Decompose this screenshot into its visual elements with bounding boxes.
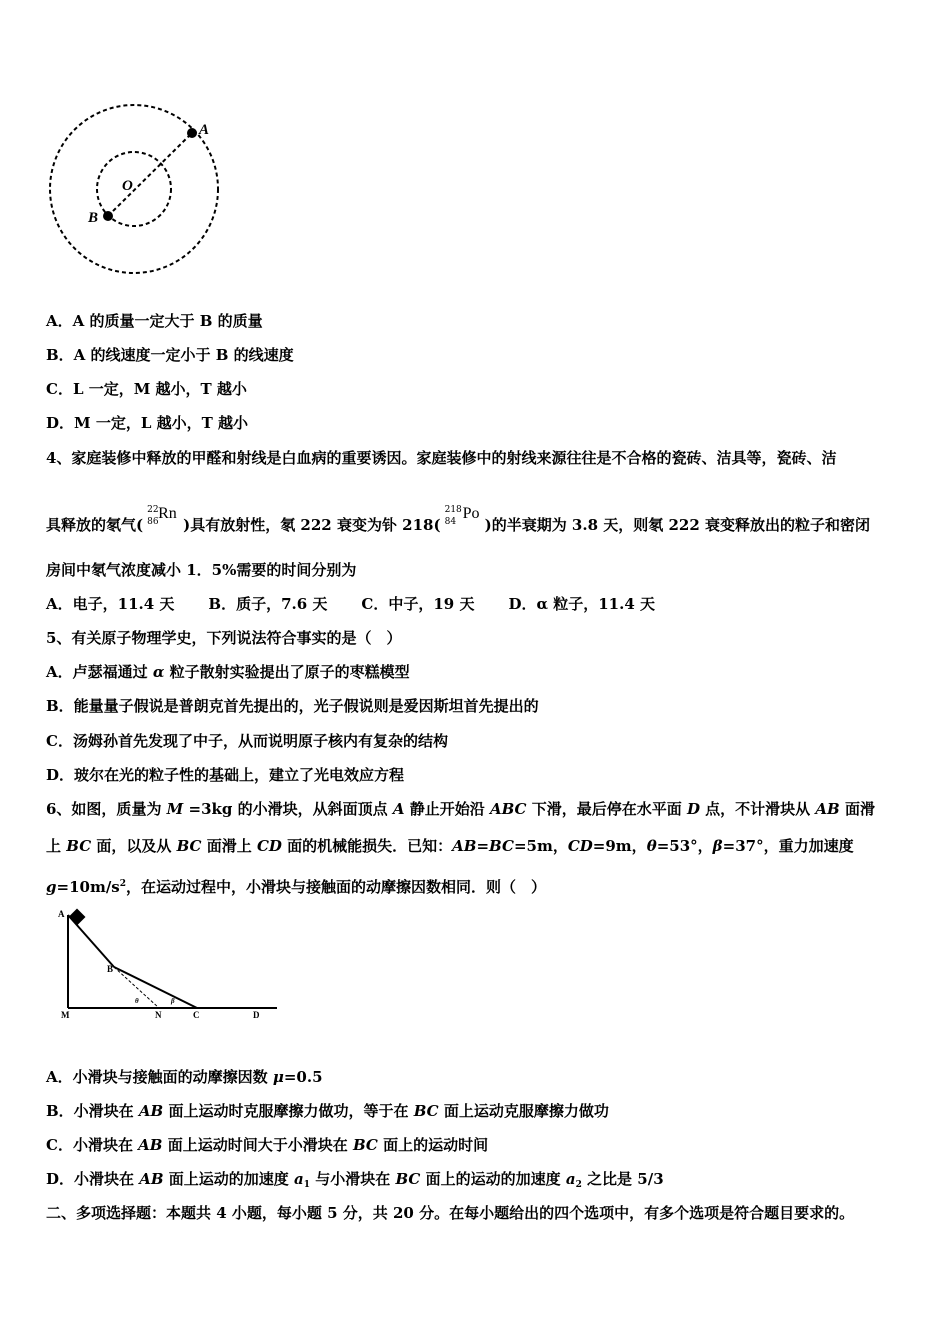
- q4-stem-line2: 具释放的氡气( 22 86 Rn )具有放射性，氡 222 衰变为钋 218( 218 84 Po )的半衰期为 3.8 天，则氡 222 衰变释放出的粒子和密闭: [46, 505, 870, 534]
- label-a: A: [199, 122, 210, 138]
- radon-nuclide: 22 86 Rn: [147, 505, 177, 527]
- star-a-dot: [187, 128, 197, 138]
- q6-option-d: D．小滑块在 AB 面上运动的加速度 $a_1$ 与小滑块在 BC 面上的运动的加速度 $a_2$ 之比是 5/3: [46, 1170, 664, 1190]
- incline-bc: [114, 967, 197, 1008]
- q6-option-a: A．小滑块与接触面的动摩擦因数 μ=0.5: [46, 1068, 323, 1086]
- fig-label-a: A: [58, 909, 65, 919]
- star-b-dot: [103, 211, 113, 221]
- label-b: B: [88, 210, 99, 226]
- q4-options: [46, 594, 655, 614]
- fig-label-n: N: [155, 1010, 162, 1020]
- q4-option-c: C．中子，19 天: [361, 595, 475, 613]
- orbit-connecting-line: [108, 133, 192, 216]
- fig-label-beta: β: [171, 997, 175, 1005]
- q6-stem-line1: 6、如图，质量为 M =3kg 的小滑块，从斜面顶点 A 静止开始沿 ABC 下滑，最后停在水平面 D 点，不计滑块从 AB 面滑: [46, 800, 875, 818]
- q3-option-c: C．L 一定，M 越小，T 越小: [46, 380, 247, 398]
- q4-option-b: B．质子，7.6 天: [208, 595, 328, 613]
- q6-stem-line3: $g=10m/s^2$，在运动过程中，小滑块与接触面的动摩擦因数相同．则（ ）: [46, 878, 547, 896]
- q5-option-d: D．玻尔在光的粒子性的基础上，建立了光电效应方程: [46, 766, 405, 784]
- section2-heading: 二、多项选择题：本题共 4 小题，每小题 5 分，共 20 分。在每小题给出的四个选项中，有多个选项是符合题目要求的。: [46, 1204, 855, 1222]
- label-o: O: [122, 178, 133, 194]
- q4-option-a: A．电子，11.4 天: [46, 595, 175, 613]
- q5-option-b: B．能量量子假说是普朗克首先提出的，光子假说则是爱因斯坦首先提出的: [46, 697, 539, 715]
- q4-stem-line3: 房间中氡气浓度减小 1．5%需要的时间分别为: [46, 561, 357, 579]
- q4-option-d: D．α 粒子，11.4 天: [508, 595, 655, 613]
- q3-option-b: B．A 的线速度一定小于 B 的线速度: [46, 346, 294, 364]
- q3-option-d: D．M 一定，L 越小，T 越小: [46, 414, 248, 432]
- q4-stem-line1: 4、家庭装修中释放的甲醛和射线是白血病的重要诱因。家庭装修中的射线来源往往是不合格的瓷砖、洁具等，瓷砖、洁: [46, 449, 837, 467]
- fig-label-theta: θ: [135, 997, 139, 1005]
- fig-label-b: B: [107, 964, 114, 974]
- incline-figure: [55, 905, 295, 1020]
- q5-option-c: C．汤姆孙首先发现了中子，从而说明原子核内有复杂的结构: [46, 732, 448, 750]
- q5-stem: 5、有关原子物理学史，下列说法符合事实的是（ ）: [46, 629, 402, 647]
- q6-option-c: C．小滑块在 AB 面上运动时间大于小滑块在 BC 面上的运动时间: [46, 1136, 489, 1154]
- q6-stem-line2: 上 BC 面，以及从 BC 面滑上 CD 面的机械能损失．已知：AB=BC=5m，CD=9m，θ=53°，β=37°，重力加速度: [46, 837, 854, 855]
- polonium-nuclide: 218 84 Po: [444, 505, 480, 527]
- fig-label-d: D: [253, 1010, 260, 1020]
- q5-option-a: A．卢瑟福通过 α 粒子散射实验提出了原子的枣糕模型: [46, 663, 410, 681]
- sliding-block: [69, 909, 86, 926]
- fig-label-m: M: [61, 1010, 70, 1020]
- binary-orbit-figure: [44, 100, 224, 280]
- q3-option-a: A．A 的质量一定大于 B 的质量: [46, 312, 263, 330]
- q6-option-b: B．小滑块在 AB 面上运动时克服摩擦力做功，等于在 BC 面上运动克服摩擦力做功: [46, 1102, 609, 1120]
- fig-label-c: C: [193, 1010, 200, 1020]
